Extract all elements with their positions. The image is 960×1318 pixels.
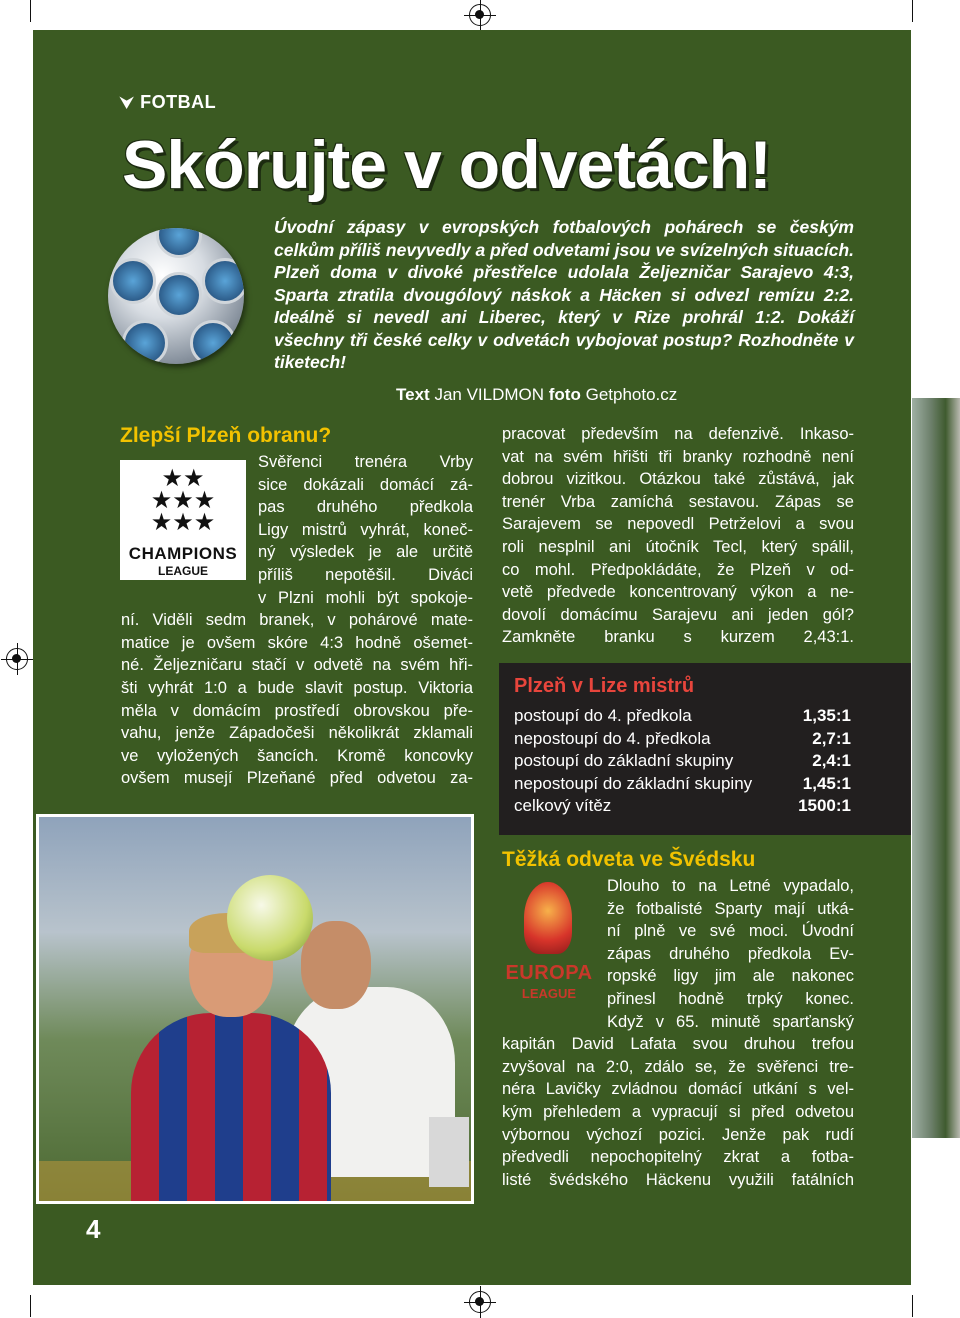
logo-text: EUROPA bbox=[505, 962, 593, 984]
odds-row bbox=[514, 774, 851, 797]
odds-label: nepostoupí do 4. předkola bbox=[514, 728, 711, 748]
odds-label: postoupí do 4. předkola bbox=[514, 706, 692, 725]
crop-mark bbox=[30, 0, 31, 22]
text-line: né. Željezničaru stačí v odvetě na svém hři- bbox=[121, 656, 473, 675]
text-line: dobrou vizitkou. Otázkou také zůstává, jak bbox=[502, 470, 854, 489]
text-line: trenér Vrba zamíchá sestavou. Zápas se bbox=[502, 492, 854, 511]
text-line: ovšem musejí Plzeňané před odvetou za- bbox=[121, 769, 473, 788]
odds-row bbox=[514, 751, 851, 774]
odds-label: celkový vítěz bbox=[514, 796, 612, 816]
logo-text: CHAMPIONS bbox=[128, 544, 238, 563]
odds-box-title: Plzeň v Lize mistrů bbox=[514, 675, 695, 697]
text-line: roli nesplnil ani útočník Tecl, který spálil, bbox=[502, 538, 854, 556]
odds-value: 1500:1 bbox=[798, 796, 851, 816]
text-line: ní. Viděli sedm branek, v pohárové mate- bbox=[121, 611, 473, 630]
chevron-down-icon: ⮟ bbox=[120, 95, 135, 112]
text-line: sice dokázali domácí zá- bbox=[258, 475, 473, 494]
odds-table bbox=[514, 706, 851, 819]
odds-row bbox=[514, 706, 851, 729]
registration-mark-icon bbox=[6, 648, 28, 670]
byline-photo-label: foto bbox=[548, 385, 581, 404]
registration-mark-icon bbox=[469, 4, 491, 26]
text-line: Svěřenci trenéra Vrby bbox=[258, 453, 473, 471]
text-line: pas druhého předkola bbox=[258, 498, 473, 517]
champions-league-logo bbox=[120, 460, 246, 580]
article-heading-plzen: Zlepší Plzeň obranu? bbox=[120, 424, 332, 447]
text-line: vahu, jenže Západočeši několikrát zklamali bbox=[121, 724, 473, 743]
champions-league-starball-icon: ★★ ★★★ ★★★ bbox=[150, 465, 216, 536]
crop-mark bbox=[912, 1295, 913, 1317]
odds-label: nepostoupí do základní skupiny bbox=[514, 773, 753, 793]
odds-value: 2,4:1 bbox=[812, 751, 851, 771]
text-line: listé švédského Häckenu využili fatálních bbox=[502, 1170, 854, 1189]
page-number: 4 bbox=[86, 1214, 101, 1244]
lead-paragraph: Úvodní zápasy v evropských fotbalových pohárech se českým celkům příliš nevyvedly a před odvetami jsou ve svízelných situacích. Plzeň doma v divoké přestřelce udolala Željezničar Sarajevo 4:3, Sparta ztratila dvougólový náskok a Häcken si odvezl remízu 2:2. Ideálně si nevedl ani Liberec, který v Rize prohrál 1:2. Dokáží všechny tři české celky v odvetách vybojovat postup? Rozhodněte v tiketech! bbox=[274, 217, 854, 372]
byline-text-label: Text bbox=[396, 385, 430, 404]
odds-row bbox=[514, 729, 851, 752]
text-line: příliš nepotěšil. Diváci bbox=[258, 566, 473, 584]
logo-text-2: LEAGUE bbox=[521, 986, 577, 1001]
match-photo bbox=[36, 814, 474, 1204]
text-line: dovolí domácímu Sarajevu ani jeden gól? bbox=[502, 605, 854, 624]
byline bbox=[396, 385, 677, 405]
registration-mark-icon bbox=[469, 1291, 491, 1313]
text-line: Když v 65. minutě sparťanský bbox=[607, 1012, 854, 1031]
text-line: zápas druhého předkola Ev- bbox=[607, 944, 854, 963]
logo-text-2: LEAGUE bbox=[157, 564, 208, 578]
text-line: vat na svém hřišti tři branky rozhodně není bbox=[502, 447, 854, 466]
odds-box bbox=[499, 663, 911, 835]
crop-mark bbox=[912, 0, 913, 22]
byline-photo-source: Getphoto.cz bbox=[585, 385, 678, 404]
odds-value: 2,7:1 bbox=[812, 728, 851, 748]
europa-league-cup-icon bbox=[524, 882, 572, 954]
text-line: předvedli nepochopitelný zkrat a fotba- bbox=[502, 1148, 854, 1167]
adjacent-page-photo-strip bbox=[912, 398, 960, 1138]
odds-label: postoupí do základní skupiny bbox=[514, 751, 734, 771]
article-heading-sparta: Těžká odveta ve Švédsku bbox=[502, 848, 756, 871]
football-image bbox=[108, 228, 244, 364]
section-label: FOTBAL bbox=[140, 92, 217, 112]
text-line: zvyšoval na 2:0, zdálo se, že svěřenci tre- bbox=[502, 1057, 854, 1076]
odds-value: 1,35:1 bbox=[802, 706, 851, 725]
text-line: co mohl. Předpokládáte, že Plzeň v od- bbox=[502, 560, 854, 579]
text-line: Dlouho to na Letné vypadalo, bbox=[607, 877, 854, 895]
text-line: výbornou výchozí pozici. Jenže pak rudí bbox=[502, 1125, 854, 1144]
text-line: ropské ligy jim ale nakonec bbox=[607, 967, 854, 986]
text-line: v Plzni mohli být spokoje- bbox=[258, 588, 473, 607]
text-line: kapitán David Lafata svou druhou trefou bbox=[502, 1035, 854, 1054]
text-line: Zamkněte branku s kurzem 2,43:1. bbox=[502, 628, 854, 647]
europa-league-logo bbox=[502, 878, 596, 1008]
text-line: néra Lavičky zvládnou domácí utkání s vel- bbox=[502, 1080, 854, 1099]
odds-row bbox=[514, 796, 851, 819]
text-line: že fotbalisté Sparty mají utká- bbox=[607, 899, 854, 918]
text-line: ve vyložených šancích. Kromě koncovky bbox=[121, 746, 473, 765]
page-title: Skórujte v odvetách! bbox=[122, 127, 771, 203]
text-line: Sarajevem se nepovedl Petrželovi a svou bbox=[502, 515, 854, 534]
text-line: měla v domácím prostředí obrovskou pře- bbox=[121, 701, 473, 720]
text-line: Ligy mistrů vyhrát, koneč- bbox=[258, 520, 473, 539]
text-line: ný výsledek je ale určitě bbox=[258, 543, 473, 562]
text-line: šti vyhrát 1:0 a bude slavit postup. Viktoria bbox=[121, 679, 473, 697]
odds-value: 1,45:1 bbox=[802, 773, 851, 793]
text-line: kým přehledem a vypracují si před odvetou bbox=[502, 1103, 854, 1121]
text-line: matice je ovšem skóre 4:3 hodně ošemet- bbox=[121, 633, 473, 652]
byline-author: Jan VILDMON bbox=[434, 385, 545, 404]
crop-mark bbox=[30, 1295, 31, 1317]
text-line: pracovat především na defenzivě. Inkaso- bbox=[502, 425, 854, 443]
text-line: ní plně ve své moci. Úvodní bbox=[607, 922, 854, 941]
text-line: přinesl hodně trpký konec. bbox=[607, 990, 854, 1008]
section-kicker bbox=[120, 92, 216, 113]
text-line: vetě předvede koncentrovaný výkon a ne- bbox=[502, 583, 854, 602]
